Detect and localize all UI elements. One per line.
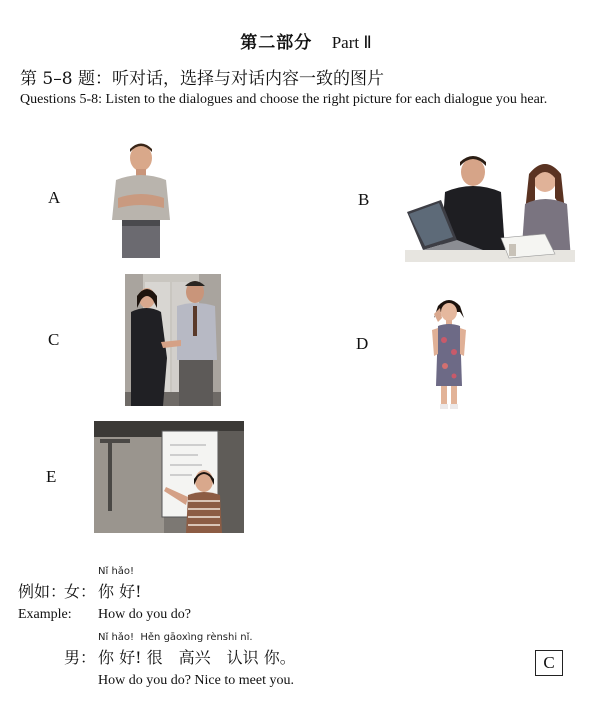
picture-d-girl-qipao[interactable]: [430, 296, 468, 410]
example-line1-chinese: 你 好!: [98, 582, 142, 601]
example-line1-pinyin: Nǐ hǎo!: [98, 566, 135, 577]
question-title: 第 5–8 题：听对话，选择与对话内容一致的图片: [20, 69, 384, 89]
picture-a-man[interactable]: [108, 140, 174, 258]
example-label-cn: 例如：: [18, 582, 67, 601]
section-title-en: Part Ⅱ: [331, 33, 372, 52]
example-line1-english: How do you do?: [98, 607, 191, 622]
section-title: [0, 28, 612, 53]
example-line2-pinyin: Nǐ hǎo! Hěn gāoxìng rènshi nǐ.: [98, 632, 253, 643]
picture-c-handshake[interactable]: [125, 274, 221, 406]
example-line2-chinese: 你 好! 很 高兴 认识 你。: [98, 648, 296, 667]
example-line2-english: How do you do? Nice to meet you.: [98, 673, 294, 688]
picture-e-whiteboard-teacher[interactable]: [94, 421, 244, 533]
picture-b-couple-laptop[interactable]: [405, 150, 575, 262]
option-letter-c: C: [48, 330, 60, 349]
option-letter-e: E: [46, 467, 57, 486]
section-title-cn: 第二部分: [240, 33, 313, 53]
example-speaker-male: 男：: [64, 648, 97, 667]
example-label-en: Example:: [18, 607, 72, 622]
option-letter-d: D: [356, 334, 369, 353]
option-letter-b: B: [358, 190, 370, 209]
example-answer-box: C: [535, 650, 563, 676]
example-speaker-female: 女：: [64, 582, 97, 601]
option-letter-a: A: [48, 188, 61, 207]
question-subtitle: Questions 5-8: Listen to the dialogues and choose the right picture for each dialogue you hear.: [20, 92, 548, 107]
